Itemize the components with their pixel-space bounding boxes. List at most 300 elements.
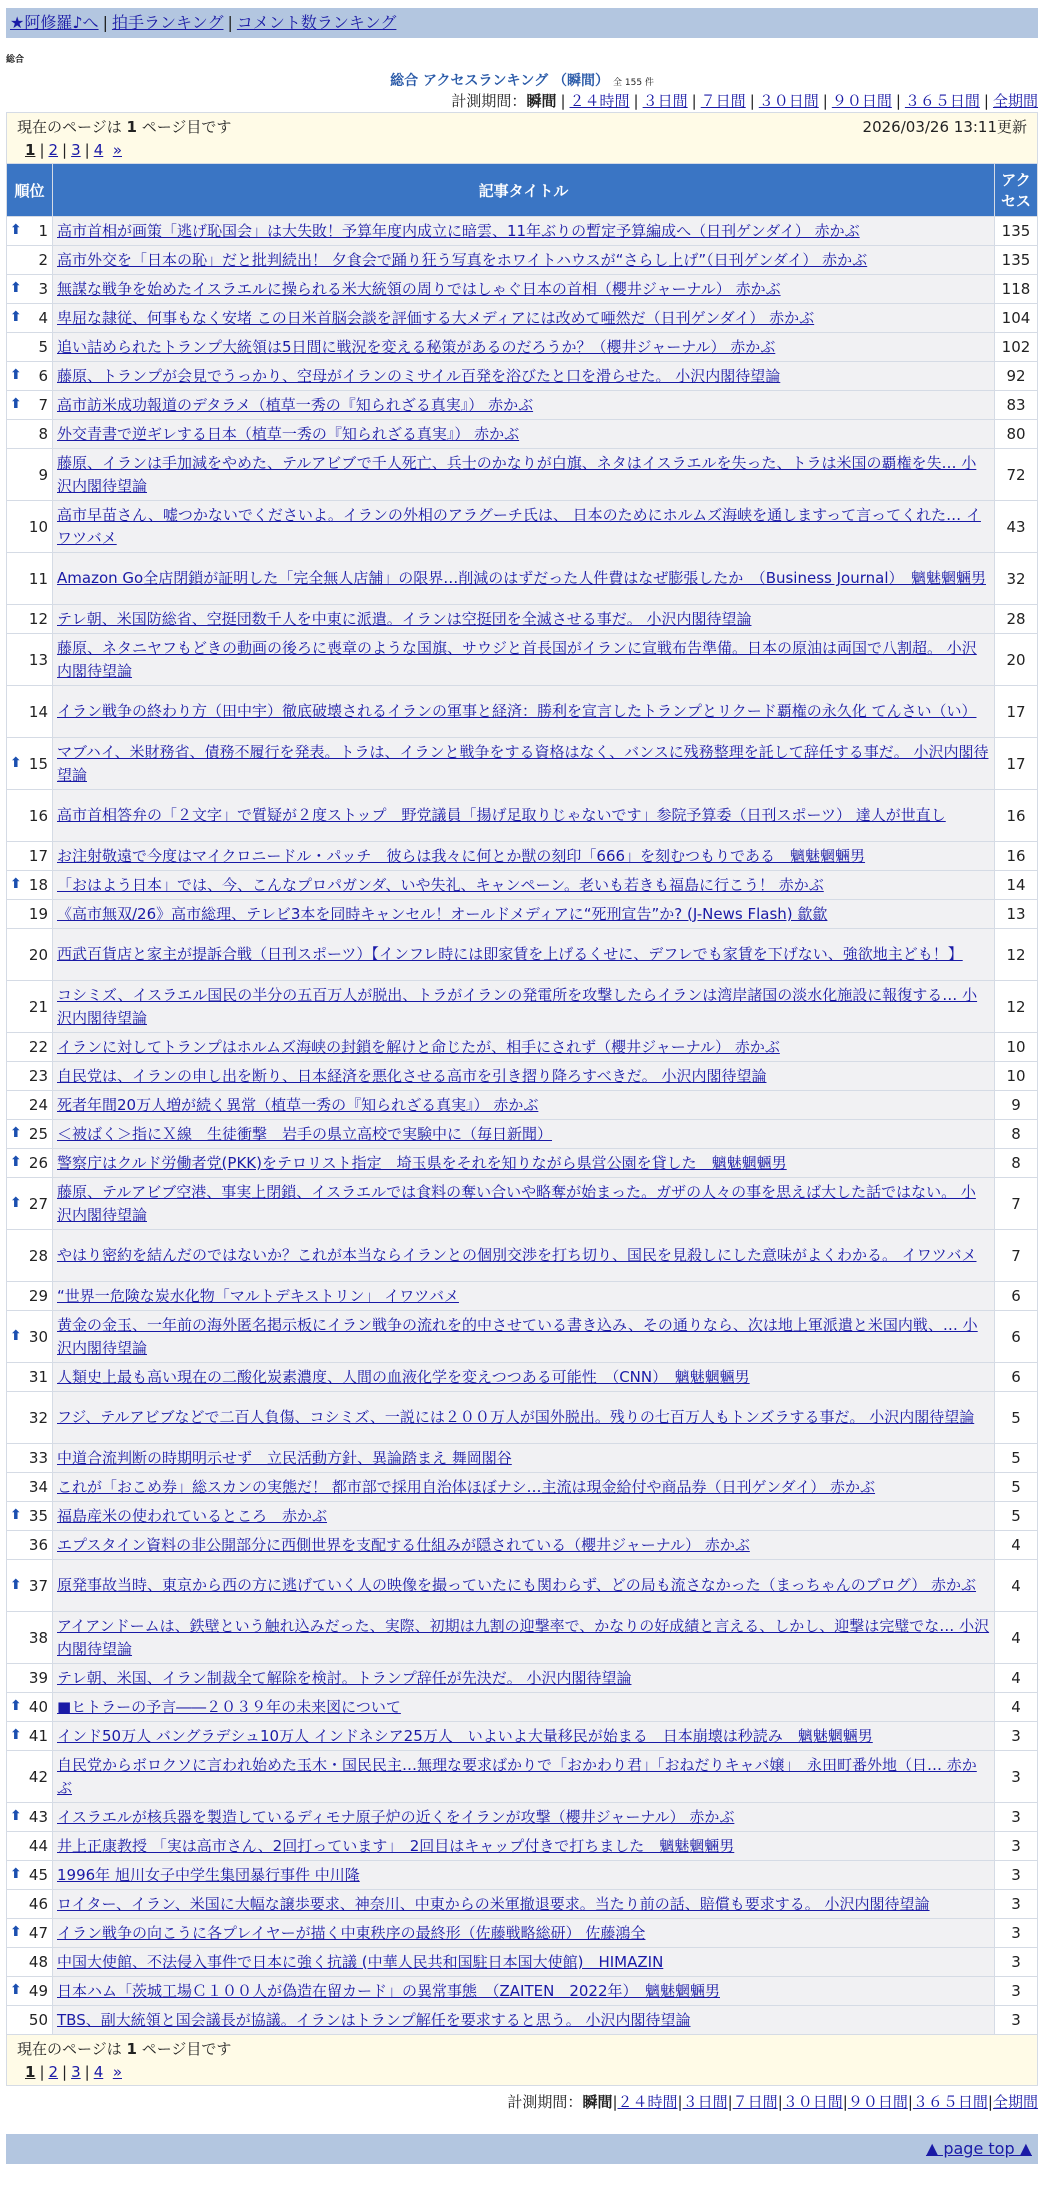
rank-cell	[7, 362, 53, 391]
separator: |	[39, 2063, 45, 2081]
title-cell	[53, 871, 995, 900]
rank-cell	[7, 1502, 53, 1531]
table-row	[7, 1560, 1038, 1612]
up-arrow-icon: ⬆	[10, 1576, 22, 1593]
article-link[interactable]: テレ朝、米国防総省、空挺団数千人を中東に派遣。イランは空挺団を全滅させる事だ。 小沢内閣待望論	[57, 609, 752, 628]
access-count: 4	[995, 1560, 1038, 1612]
title-cell	[53, 981, 995, 1033]
period-option-link[interactable]: ３日間	[682, 2093, 728, 2111]
article-link[interactable]: フジ、テルアビブなどで二百人負傷、コシミズ、一説には２００万人が国外脱出。残りの七百万人もトンズラする事だ。 小沢内閣待望論	[57, 1408, 975, 1426]
rank-number: 21	[28, 997, 48, 1016]
period-selector-top	[6, 90, 1038, 112]
article-link[interactable]: 高市訪米成功報道のデタラメ（植草一秀の『知られざる真実』） 赤かぶ	[57, 395, 534, 414]
article-link[interactable]: 高市首相が画策「逃げ恥国会」は大失敗！予算年度内成立に暗雲、11年ぶりの暫定予算編成へ（日刊ゲンダイ） 赤かぶ	[57, 221, 860, 240]
rank-number: 34	[28, 1478, 48, 1496]
article-link[interactable]: 西武百貨店と家主が提訴合戦（日刊スポーツ）【インフレ時には即家賃を上げるくせに、デフレでも家賃を下げない、強欲地主ども！】	[57, 945, 963, 963]
rank-cell	[7, 1178, 53, 1230]
access-count: 4	[995, 1693, 1038, 1722]
table-row	[7, 246, 1038, 275]
up-arrow-icon: ⬆	[10, 1727, 22, 1743]
rank-cell	[7, 1664, 53, 1693]
article-link[interactable]: 中国大使館、不法侵入事件で日本に強く抗議 (中華人民共和国駐日本国大使館) HIMAZIN	[57, 1952, 664, 1971]
rank-number: 43	[28, 1808, 48, 1826]
rank-cell	[7, 246, 53, 275]
article-link[interactable]: マブハイ、米財務省、債務不履行を発表。トラは、イランと戦争をする資格はなく、バンスに残務整理を託して辞任する事だ。 小沢内閣待望論	[57, 742, 989, 784]
title-cell	[53, 217, 995, 246]
separator: |	[895, 92, 901, 110]
article-link[interactable]: コシミズ、イスラエル国民の半分の五百万人が脱出、トラがイランの発電所を攻撃したらイランは湾岸諸国の淡水化施設に報復する… 小沢内閣待望論	[57, 985, 978, 1027]
title-cell	[53, 1531, 995, 1560]
category-label: 総合	[6, 55, 25, 65]
article-link[interactable]: 自民党は、イランの申し出を断り、日本経済を悪化させる高市を引き摺り降ろすべきだ。 小沢内閣待望論	[57, 1066, 767, 1085]
separator: |	[983, 92, 989, 110]
rank-cell	[7, 501, 53, 553]
page-status-bottom: 現在のページは 1 ページ目です	[17, 2040, 232, 2058]
pager-bottom	[7, 2035, 1038, 2086]
access-count: 32	[995, 553, 1038, 605]
up-arrow-icon: ⬆	[10, 367, 22, 383]
page-status: 現在のページは 1 ページ目です	[17, 118, 232, 136]
access-count: 80	[995, 420, 1038, 449]
page-link[interactable]: 4	[93, 2063, 104, 2081]
table-row	[7, 1861, 1038, 1890]
title-cell	[53, 929, 995, 981]
title-cell	[53, 1560, 995, 1612]
article-link[interactable]: アイアンドームは、鉄壁という触れ込みだった、実際、初期は九割の迎撃率で、かなりの好成績と言える、しかし、迎撃は完璧でな… 小沢内閣待望論	[57, 1616, 990, 1658]
rank-cell	[7, 304, 53, 333]
title-cell	[53, 1149, 995, 1178]
title-cell	[53, 1502, 995, 1531]
access-count: 3	[995, 1919, 1038, 1948]
rank-number: 13	[28, 650, 48, 669]
rank-number: 24	[28, 1096, 48, 1114]
separator: |	[691, 92, 697, 110]
rank-number: 3	[38, 280, 48, 298]
title-cell	[53, 1722, 995, 1751]
rank-cell	[7, 1919, 53, 1948]
article-link[interactable]: 卑屈な隷従、何事もなく安堵 この日米首脳会談を評価する大メディアには改めて唖然だ（日刊ゲンダイ） 赤かぶ	[57, 308, 815, 327]
rank-cell	[7, 391, 53, 420]
rank-cell	[7, 1693, 53, 1722]
table-row	[7, 1948, 1038, 1977]
table-row	[7, 1033, 1038, 1062]
rank-cell	[7, 1803, 53, 1832]
rank-number: 44	[28, 1837, 48, 1855]
access-count: 102	[995, 333, 1038, 362]
article-link[interactable]: お注射敬遠で今度はマイクロニードル・パッチ 彼らは我々に何とか獣の刻印「666」を刻むつもりである 魑魅魍魎男	[57, 846, 866, 865]
rank-number: 16	[28, 806, 48, 825]
period-option-link[interactable]: 全期間	[992, 2093, 1038, 2111]
table-row	[7, 686, 1038, 738]
access-count: 20	[995, 634, 1038, 686]
table-row	[7, 738, 1038, 790]
article-link[interactable]: 福島産米の使われているところ 赤かぶ	[57, 1506, 328, 1525]
rank-number: 30	[28, 1327, 48, 1346]
page-link[interactable]: 2	[48, 141, 59, 159]
title-cell	[53, 1612, 995, 1664]
access-count: 135	[995, 246, 1038, 275]
table-row	[7, 981, 1038, 1033]
access-count: 6	[995, 1282, 1038, 1311]
article-link[interactable]: 井上正康教授 「実は高市さん、2回打っています」 2回目はキャップ付きで打ちました 魑魅魍魎男	[57, 1836, 735, 1855]
rank-cell	[7, 1033, 53, 1062]
access-count: 83	[995, 391, 1038, 420]
rank-cell	[7, 900, 53, 929]
table-row	[7, 362, 1038, 391]
table-row	[7, 420, 1038, 449]
current-page: 1	[25, 141, 36, 159]
rank-cell	[7, 1977, 53, 2006]
rank-cell	[7, 842, 53, 871]
up-arrow-icon: ⬆	[10, 280, 22, 296]
rank-number: 46	[28, 1895, 48, 1913]
table-row	[7, 1803, 1038, 1832]
separator: |	[612, 2093, 618, 2111]
title-header: 記事タイトル	[53, 164, 995, 217]
rank-cell	[7, 686, 53, 738]
separator: |	[62, 141, 68, 159]
article-link[interactable]: 藤原、ネタニヤフもどきの動画の後ろに喪章のような国旗、サウジと首長国がイランに宣戦布告準備。日本の原油は両国で八割超。 小沢内閣待望論	[57, 638, 977, 680]
access-count: 8	[995, 1149, 1038, 1178]
rank-number: 33	[28, 1449, 48, 1467]
period-option-link[interactable]: ２４時間	[569, 92, 630, 110]
table-row	[7, 553, 1038, 605]
access-count: 43	[995, 501, 1038, 553]
period-option-link[interactable]: ２４時間	[617, 2093, 678, 2111]
title-cell	[53, 1977, 995, 2006]
rank-cell	[7, 1531, 53, 1560]
rank-cell	[7, 1062, 53, 1091]
article-link[interactable]: やはり密約を結んだのではないか？これが本当ならイランとの個別交渉を打ち切り、国民を見殺しにした意味がよくわかる。 イワツバメ	[57, 1246, 977, 1264]
page-link[interactable]: 4	[93, 141, 104, 159]
table-row	[7, 1722, 1038, 1751]
access-count: 5	[995, 1392, 1038, 1444]
period-option-link[interactable]: ３６５日間	[904, 92, 980, 110]
rank-cell	[7, 1861, 53, 1890]
rank-number: 17	[28, 847, 48, 865]
table-row	[7, 605, 1038, 634]
title-cell	[53, 2006, 995, 2035]
access-count: 4	[995, 1612, 1038, 1664]
rank-number: 5	[38, 338, 48, 356]
article-link[interactable]: ＜被ばく＞指にＸ線 生徒衝撃 岩手の県立高校で実験中に（毎日新聞）	[57, 1124, 553, 1143]
title-cell	[53, 1444, 995, 1473]
article-link[interactable]: 無謀な戦争を始めたイスラエルに操られる米大統領の周りではしゃぐ日本の首相（櫻井ジャーナル） 赤かぶ	[57, 279, 781, 298]
up-arrow-icon: ⬆	[10, 1698, 22, 1714]
article-link[interactable]: 人類史上最も高い現在の二酸化炭素濃度、人間の血液化学を変えつつある可能性 （CNN） 魑魅魍魎男	[57, 1367, 750, 1386]
rank-number: 1	[38, 222, 48, 240]
comment-ranking-link[interactable]: コメント数ランキング	[236, 13, 397, 32]
table-row	[7, 1311, 1038, 1363]
access-count: 135	[995, 217, 1038, 246]
rank-number: 47	[28, 1924, 48, 1942]
table-row	[7, 790, 1038, 842]
period-option-link[interactable]: ３日間	[642, 92, 688, 110]
title-cell	[53, 1363, 995, 1392]
rank-number: 25	[28, 1125, 48, 1143]
title-cell	[53, 1282, 995, 1311]
table-row	[7, 333, 1038, 362]
access-count: 3	[995, 1832, 1038, 1861]
access-count: 3	[995, 1890, 1038, 1919]
rank-number: 12	[28, 610, 48, 628]
period-current: 瞬間	[526, 92, 557, 110]
rank-cell	[7, 605, 53, 634]
access-count: 3	[995, 1803, 1038, 1832]
table-row	[7, 217, 1038, 246]
table-row	[7, 501, 1038, 553]
article-link[interactable]: TBS、副大統領と国会議長が協議。イランはトランプ解任を要求すると思う。 小沢内閣待望論	[57, 2010, 691, 2029]
current-page: 1	[25, 2063, 36, 2081]
title-cell	[53, 1311, 995, 1363]
rank-number: 23	[28, 1067, 48, 1085]
access-count: 118	[995, 275, 1038, 304]
separator: |	[677, 2093, 683, 2111]
up-arrow-icon: ⬆	[10, 1327, 22, 1344]
access-count: 10	[995, 1033, 1038, 1062]
article-link[interactable]: これが「おこめ券」総スカンの実態だ！ 都市部で採用自治体ほぼナシ…主流は現金給付や商品券（日刊ゲンダイ） 赤かぶ	[57, 1477, 876, 1496]
access-count: 3	[995, 1751, 1038, 1803]
table-row	[7, 1473, 1038, 1502]
access-count: 13	[995, 900, 1038, 929]
access-count: 7	[995, 1178, 1038, 1230]
up-arrow-icon: ⬆	[10, 754, 22, 771]
up-arrow-icon: ⬆	[10, 1154, 22, 1170]
title-cell	[53, 1033, 995, 1062]
separator: |	[727, 2093, 733, 2111]
article-link[interactable]: イラン戦争の向こうに各プレイヤーが描く中東秩序の最終形（佐藤戦略総研） 佐藤鴻全	[57, 1923, 646, 1942]
access-count: 3	[995, 1861, 1038, 1890]
table-row	[7, 842, 1038, 871]
article-link[interactable]: 外交青書で逆ギレする日本（植草一秀の『知られざる真実』） 赤かぶ	[57, 424, 520, 443]
rank-cell	[7, 1091, 53, 1120]
rank-number: 7	[38, 396, 48, 414]
separator: |	[907, 2093, 913, 2111]
rank-number: 40	[28, 1698, 48, 1716]
access-count: 3	[995, 2006, 1038, 2035]
up-arrow-icon: ⬆	[10, 1507, 22, 1523]
up-arrow-icon: ⬆	[10, 1866, 22, 1882]
period-option-link[interactable]: ３０日間	[782, 2093, 843, 2111]
title-cell	[53, 304, 995, 333]
article-link[interactable]: 中道合流判断の時期明示せず 立民活動方針、異論踏まえ 舞岡閣谷	[57, 1448, 512, 1467]
rank-cell	[7, 1832, 53, 1861]
article-link[interactable]: 「おはよう日本」では、今、こんなプロパガンダ、いや失礼、キャンペーン。老いも若きも福島に行こう！ 赤かぶ	[57, 875, 824, 894]
rank-number: 49	[28, 1982, 48, 2000]
separator: |	[822, 92, 828, 110]
ranking-table	[6, 112, 1038, 2086]
rank-number: 38	[28, 1628, 48, 1647]
site-home-link[interactable]: ★阿修羅♪へ	[10, 13, 99, 32]
rank-number: 8	[38, 425, 48, 443]
article-link[interactable]: ■ヒトラーの予言――２０３９年の未来図について	[57, 1697, 401, 1716]
access-count: 5	[995, 1502, 1038, 1531]
period-option-link[interactable]: ９０日間	[831, 92, 892, 110]
rank-number: 20	[28, 945, 48, 964]
access-count: 16	[995, 790, 1038, 842]
table-row	[7, 1363, 1038, 1392]
article-link[interactable]: イスラエルが核兵器を製造しているディモナ原子炉の近くをイランが攻撃（櫻井ジャーナル） 赤かぶ	[57, 1807, 735, 1826]
title-cell	[53, 333, 995, 362]
rank-number: 41	[28, 1727, 48, 1745]
rank-number: 18	[28, 876, 48, 894]
article-link[interactable]: 藤原、テルアビブ空港、事実上閉鎖、イスラエルでは食料の奪い合いや略奪が始まった。ガザの人々の事を思えば大した話ではない。 小沢内閣待望論	[57, 1182, 976, 1224]
title-cell	[53, 1948, 995, 1977]
period-option-link[interactable]: ７日間	[732, 2093, 778, 2111]
table-row	[7, 1282, 1038, 1311]
article-link[interactable]: 原発事故当時、東京から西の方に逃げていく人の映像を撮っていたにも関わらず、どの局も流さなかった（まっちゃんのブログ） 赤かぶ	[57, 1576, 977, 1594]
access-count: 6	[995, 1311, 1038, 1363]
ranking-title: 総合 アクセスランキング （瞬間）	[390, 73, 609, 89]
article-link[interactable]: 死者年間20万人増が続く異常（植草一秀の『知られざる真実』） 赤かぶ	[57, 1095, 539, 1114]
separator: |	[39, 141, 45, 159]
up-arrow-icon: ⬆	[10, 1982, 22, 1998]
access-count: 3	[995, 1948, 1038, 1977]
article-link[interactable]: エプスタイン資料の非公開部分に西側世界を支配する仕組みが隠されている（櫻井ジャーナル） 赤かぶ	[57, 1535, 750, 1554]
page-link[interactable]: 3	[71, 141, 81, 159]
separator: |	[633, 92, 639, 110]
article-link[interactable]: イランに対してトランプはホルムズ海峡の封鎖を解けと命じたが、相手にされず（櫻井ジャーナル） 赤かぶ	[57, 1037, 780, 1056]
title-cell	[53, 790, 995, 842]
access-count: 12	[995, 981, 1038, 1033]
bottom-bar	[6, 2134, 1038, 2164]
applause-ranking-link[interactable]: 拍手ランキング	[111, 13, 224, 32]
table-row	[7, 1230, 1038, 1282]
title-cell	[53, 275, 995, 304]
table-row	[7, 304, 1038, 333]
article-link[interactable]: “世界一危険な炭水化物「マルトデキストリン」 イワツバメ	[57, 1286, 459, 1305]
title-cell	[53, 246, 995, 275]
separator: |	[842, 2093, 848, 2111]
title-cell	[53, 1062, 995, 1091]
period-option-link[interactable]: ３６５日間	[912, 2093, 988, 2111]
table-row	[7, 634, 1038, 686]
table-row	[7, 1178, 1038, 1230]
title-cell	[53, 738, 995, 790]
table-row	[7, 1392, 1038, 1444]
period-option-link[interactable]: 全期間	[992, 92, 1038, 110]
article-link[interactable]: 高市首相答弁の「２文字」で質疑が２度ストップ 野党議員「揚げ足取りじゃないです」参院予算委（日刊スポーツ） 達人が世直し	[57, 806, 946, 824]
title-cell	[53, 501, 995, 553]
up-arrow-icon: ⬆	[10, 1924, 22, 1940]
rank-cell	[7, 217, 53, 246]
table-row	[7, 1751, 1038, 1803]
rank-number: 19	[28, 905, 48, 923]
access-count: 9	[995, 1091, 1038, 1120]
title-cell	[53, 1230, 995, 1282]
access-count: 72	[995, 449, 1038, 501]
rank-number: 32	[28, 1408, 48, 1427]
period-selector-bottom	[6, 2090, 1038, 2114]
article-link[interactable]: 黄金の金玉、一年前の海外匿名掲示板にイラン戦争の流れを的中させている書き込み、その通りなら、次は地上軍派遣と米国内戦、… 小沢内閣待望論	[57, 1315, 978, 1357]
page-link[interactable]: 2	[48, 2063, 59, 2081]
article-link[interactable]: 藤原、トランプが会見でうっかり、空母がイランのミサイル百発を浴びたと口を滑らせた。 小沢内閣待望論	[57, 366, 781, 385]
access-count: 17	[995, 738, 1038, 790]
up-arrow-icon: ⬆	[10, 309, 22, 325]
page-title	[6, 70, 1038, 90]
article-link[interactable]: 追い詰められたトランプ大統領は5日間に戦況を変える秘策があるのだろうか？（櫻井ジャーナル） 赤かぶ	[57, 337, 776, 356]
table-row	[7, 1531, 1038, 1560]
title-cell	[53, 1178, 995, 1230]
count-header: アクセス	[995, 164, 1038, 217]
table-row	[7, 449, 1038, 501]
table-row	[7, 1977, 1038, 2006]
separator: |	[62, 2063, 68, 2081]
table-row	[7, 2006, 1038, 2035]
article-link[interactable]: 自民党からボロクソに言われ始めた玉木・国民民主…無理な要求ばかりで「おかわり君」「おねだりキャバ嬢」 永田町番外地（日… 赤かぶ	[57, 1755, 977, 1797]
article-link[interactable]: イラン戦争の終わり方（田中宇）徹底破壊されるイランの軍事と経済：勝利を宣言したトランプとリクード覇権の永久化 てんさい（い）	[57, 702, 977, 720]
access-count: 5	[995, 1473, 1038, 1502]
article-link[interactable]: Amazon Go全店閉鎖が証明した「完全無人店舗」の限界…削減のはずだった人件費はなぜ膨張したか （Business Journal） 魑魅魍魎男	[57, 569, 986, 587]
table-row	[7, 275, 1038, 304]
separator: |	[560, 92, 566, 110]
period-option-link[interactable]: ７日間	[700, 92, 746, 110]
next-page-link[interactable]: »	[112, 141, 122, 159]
total-count: 全 155 件	[613, 78, 654, 88]
title-cell	[53, 1861, 995, 1890]
table-row	[7, 1664, 1038, 1693]
period-option-link[interactable]: ３０日間	[758, 92, 819, 110]
article-link[interactable]: テレ朝、米国、イラン制裁全て解除を検討。トランプ辞任が先決だ。 小沢内閣待望論	[57, 1668, 632, 1687]
title-cell	[53, 1803, 995, 1832]
access-count: 4	[995, 1531, 1038, 1560]
rank-cell	[7, 1120, 53, 1149]
title-cell	[53, 1120, 995, 1149]
title-cell	[53, 420, 995, 449]
access-count: 3	[995, 1722, 1038, 1751]
page-link[interactable]: 3	[71, 2063, 81, 2081]
rank-number: 28	[28, 1246, 48, 1265]
title-cell	[53, 1693, 995, 1722]
article-link[interactable]: 高市早苗さん、嘘つかないでくださいよ。イランの外相のアラグーチ氏は、 日本のためにホルムズ海峡を通しますって言ってくれた… イワツバメ	[57, 505, 981, 547]
table-row	[7, 1693, 1038, 1722]
page-top-link[interactable]: ▲ page top ▲	[925, 2139, 1032, 2158]
table-row	[7, 1832, 1038, 1861]
next-page-link[interactable]: »	[112, 2063, 122, 2081]
access-count: 6	[995, 1363, 1038, 1392]
up-arrow-icon: ⬆	[10, 876, 22, 892]
rank-number: 42	[28, 1767, 48, 1786]
period-option-link[interactable]: ９０日間	[847, 2093, 908, 2111]
rank-cell	[7, 1751, 53, 1803]
article-link[interactable]: 《高市無双/26》高市総理、テレビ3本を同時キャンセル！オールドメディアに“死刑宣告”か? (J-News Flash) 歙歙	[57, 904, 828, 923]
article-link[interactable]: 高市外交を「日本の恥」だと批判続出！ 夕食会で踊り狂う写真をホワイトハウスが“さらし上げ”（日刊ゲンダイ） 赤かぶ	[57, 250, 868, 269]
title-cell	[53, 391, 995, 420]
table-row	[7, 1612, 1038, 1664]
rank-number: 11	[28, 569, 48, 588]
article-link[interactable]: 日本ハム「茨城工場Ｃ１００人が偽造在留カード」の異常事態 （ZAITEN 2022年） 魑魅魍魎男	[57, 1981, 720, 2000]
rank-cell	[7, 1612, 53, 1664]
title-cell	[53, 842, 995, 871]
article-link[interactable]: 藤原、イランは手加減をやめた、テルアビブで千人死亡、兵士のかなりが白旗、ネタはイスラエルを失った、トラは米国の覇権を失… 小沢内閣待望論	[57, 453, 977, 495]
period-label: 計測期間：	[507, 2093, 583, 2111]
rank-cell	[7, 929, 53, 981]
access-count: 92	[995, 362, 1038, 391]
rank-cell	[7, 1282, 53, 1311]
table-row	[7, 1444, 1038, 1473]
article-link[interactable]: ロイター、イラン、米国に大幅な譲歩要求、神奈川、中東からの米軍撤退要求。当たり前の話、賠償も要求する。 小沢内閣待望論	[57, 1894, 930, 1913]
title-cell	[53, 1473, 995, 1502]
article-link[interactable]: 1996年 旭川女子中学生集団暴行事件 中川隆	[57, 1865, 360, 1884]
rank-cell	[7, 738, 53, 790]
access-count: 17	[995, 686, 1038, 738]
article-link[interactable]: インド50万人 バングラデシュ10万人 インドネシア25万人 いよいよ大量移民が始まる 日本崩壊は秒読み 魑魅魍魎男	[57, 1726, 873, 1745]
rank-cell	[7, 275, 53, 304]
top-nav-bar: ★阿修羅♪へ | 拍手ランキング | コメント数ランキング	[6, 8, 1038, 38]
article-link[interactable]: 警察庁はクルド労働者党(PKK)をテロリスト指定 埼玉県をそれを知りながら県営公園を貸した 魑魅魍魎男	[57, 1153, 787, 1172]
table-row	[7, 1120, 1038, 1149]
rank-cell	[7, 553, 53, 605]
